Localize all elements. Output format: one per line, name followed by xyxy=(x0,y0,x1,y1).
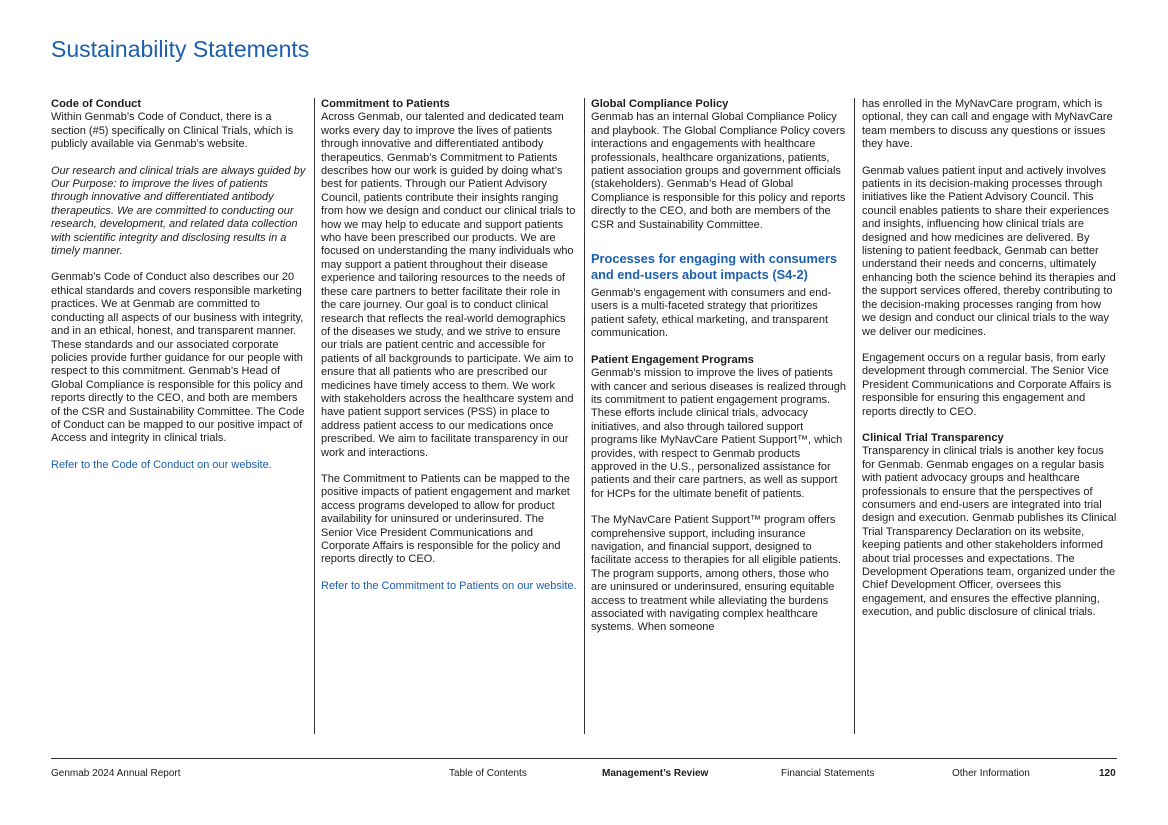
column-divider xyxy=(854,98,855,734)
footer-link-table-of-contents[interactable]: Table of Contents xyxy=(449,768,527,779)
column-continued xyxy=(862,98,1118,620)
mynavcare-continued: has enrolled in the MyNavCare program, which is optional, they can call and engage with MyNavCare team members to discuss any questions or issues they have. xyxy=(862,98,1113,151)
clinical-trial-transparency-heading: Clinical Trial Transparency xyxy=(862,431,1004,444)
footer-link-financial-statements[interactable]: Financial Statements xyxy=(781,768,875,779)
column-commitment-to-patients xyxy=(321,98,577,593)
column-divider xyxy=(584,98,585,734)
footer-rule xyxy=(51,758,1117,759)
column-divider xyxy=(314,98,315,734)
patient-engagement-heading: Patient Engagement Programs xyxy=(591,353,754,366)
purpose-quote: Our research and clinical trials are always guided by Our Purpose: to improve the lives of patients through innovative and differentiated antibody therapeutics. We are committed to conducting our research, development, and related data collection with scientific integrity and disclosing results in a timely manner. xyxy=(51,164,306,258)
patient-engagement-body: Genmab’s mission to improve the lives of patients with cancer and serious diseases is realized through its commitment to patient engagement programs. These efforts include clinical trials, advocacy initiatives, and also through tailored support programs like MyNavCare Patient Support™, which provides, with respect to Genmab products approved in the U.S., personalized assistance for patients and their care partners, as well as support for HCPs for the ultimate benefit of patients. xyxy=(591,367,846,500)
footer-report-name: Genmab 2024 Annual Report xyxy=(51,768,181,779)
clinical-trial-transparency-body: Transparency in clinical trials is another key focus for Genmab. Genmab engages on a regular basis with patient advocacy groups and healthcare professionals to ensure that the perspectives of consumers and end-users are integrated into trial design and execution. Genmab publishes its Clinical Trial Transparency Declaration on its website, keeping patients and other stakeholders informed about trial processes and expectations. The Development Operations team, organized under the Chief Development Officer, oversees this engagement, and ensures the effective planning, execution, and public disclosure of clinical trials. xyxy=(862,445,1117,619)
code-of-conduct-description: Genmab’s Code of Conduct also describes our 20 ethical standards and covers responsible marketing practices. We at Genmab are committed to conducting all aspects of our business with integrity, and in an ethical, honest, and transparent manner. These standards and our associated corporate policies provide further guidance for our people with respect to this commitment. Genmab’s Head of Global Compliance is responsible for this policy and reports directly to the CEO, and both are members of the CSR and Sustainability Committee. The Code of Conduct can be mapped to our positive impact of Access and integrity in clinical trials. xyxy=(51,271,305,445)
commitment-mapping: The Commitment to Patients can be mapped to the positive impacts of patient engagement and market access programs developed to allow for product availability for uninsured or underinsured. The Senior Vice President Communications and Corporate Affairs is responsible for the policy and reports directly to CEO. xyxy=(321,472,570,566)
commitment-heading: Commitment to Patients xyxy=(321,98,450,110)
page-number: 120 xyxy=(1099,768,1116,779)
column-global-compliance xyxy=(591,98,847,635)
page-title: Sustainability Statements xyxy=(51,36,310,62)
global-compliance-body: Genmab has an internal Global Compliance Policy and playbook. The Global Compliance Policy covers interactions and engagements with healthcare professionals, healthcare organizations, patients, patient association groups and government officials (stakeholders). Genmab’s Head of Global Compliance is responsible for this policy and reports directly to the CEO, and both are members of the CSR and Sustainability Committee. xyxy=(591,111,846,231)
engagement-strategy: Genmab’s engagement with consumers and end-users is a multi-faceted strategy that prioritizes patient safety, ethical marketing, and transparent communication. xyxy=(591,287,832,340)
patient-input-body: Genmab values patient input and actively involves patients in its decision-making processes through initiatives like the Patient Advisory Council. This council enables patients to share their experiences and insights, influencing how clinical trials are designed and how medicines are delivered. By listening to patient feedback, Genmab can better understand their needs and concerns, ultimately enhancing both the science behind its therapies and the support services offered, thereby contributing to the decision-making processes ranging from how we design and conduct our clinical trials to the way we deliver our medicines. xyxy=(862,164,1116,338)
commitment-link[interactable]: Refer to the Commitment to Patients on our website. xyxy=(321,579,577,592)
engagement-frequency: Engagement occurs on a regular basis, from early development through commercial. The Senior Vice President Communications and Corporate Affairs is responsible for ensuring this engagement and reports directly to CEO. xyxy=(862,351,1112,418)
code-of-conduct-link[interactable]: Refer to the Code of Conduct on our website. xyxy=(51,458,272,471)
column-code-of-conduct xyxy=(51,98,307,472)
code-of-conduct-intro: Within Genmab’s Code of Conduct, there is a section (#5) specifically on Clinical Trials, which is publicly available via Genmab’s website. xyxy=(51,111,294,151)
global-compliance-heading: Global Compliance Policy xyxy=(591,98,729,110)
code-of-conduct-heading: Code of Conduct xyxy=(51,98,142,110)
processes-section-heading: Processes for engaging with consumers and end-users about impacts (S4-2) xyxy=(591,251,838,283)
mynavcare-body: The MyNavCare Patient Support™ program offers comprehensive support, including insurance navigation, and financial support, designed to facilitate access to therapies for all eligible patients. The program supports, among others, those who are uninsured or underinsured, ensuring equitable access to treatment while alleviating the burdens associated with navigating complex healthcare systems. When someone xyxy=(591,514,842,634)
footer-link-other-information[interactable]: Other Information xyxy=(952,768,1030,779)
commitment-body: Across Genmab, our talented and dedicated team works every day to improve the lives of patients through innovative and differentiated antibody therapeutics. Genmab’s Commitment to Patients describes how our work is guided by doing what’s best for patients. Through our Patient Advisory Council, patients contribute their insights ranging from how we design and conduct our clinical trials to how we may help to educate and support patients who have been prescribed our products. We are focused on understanding the many individuals who may support a patient throughout their disease experience and tailoring resources to the needs of these care partners to better facilitate their role in the care journey. Our goal is to conduct clinical research that reflects the real-world demographics of the diseases we study, and we strive to ensure our trials are patient centric and accessible for patients of all backgrounds to participate. We aim to ensure that all patients who are prescribed our medicines have timely access to them. We work with stakeholders across the healthcare system and have patient support services (PSS) in place to address patient access to our medications once prescribed. We aim to facilitate transparency in our work and interactions. xyxy=(321,111,576,459)
footer-link-managements-review[interactable]: Management’s Review xyxy=(602,768,709,779)
